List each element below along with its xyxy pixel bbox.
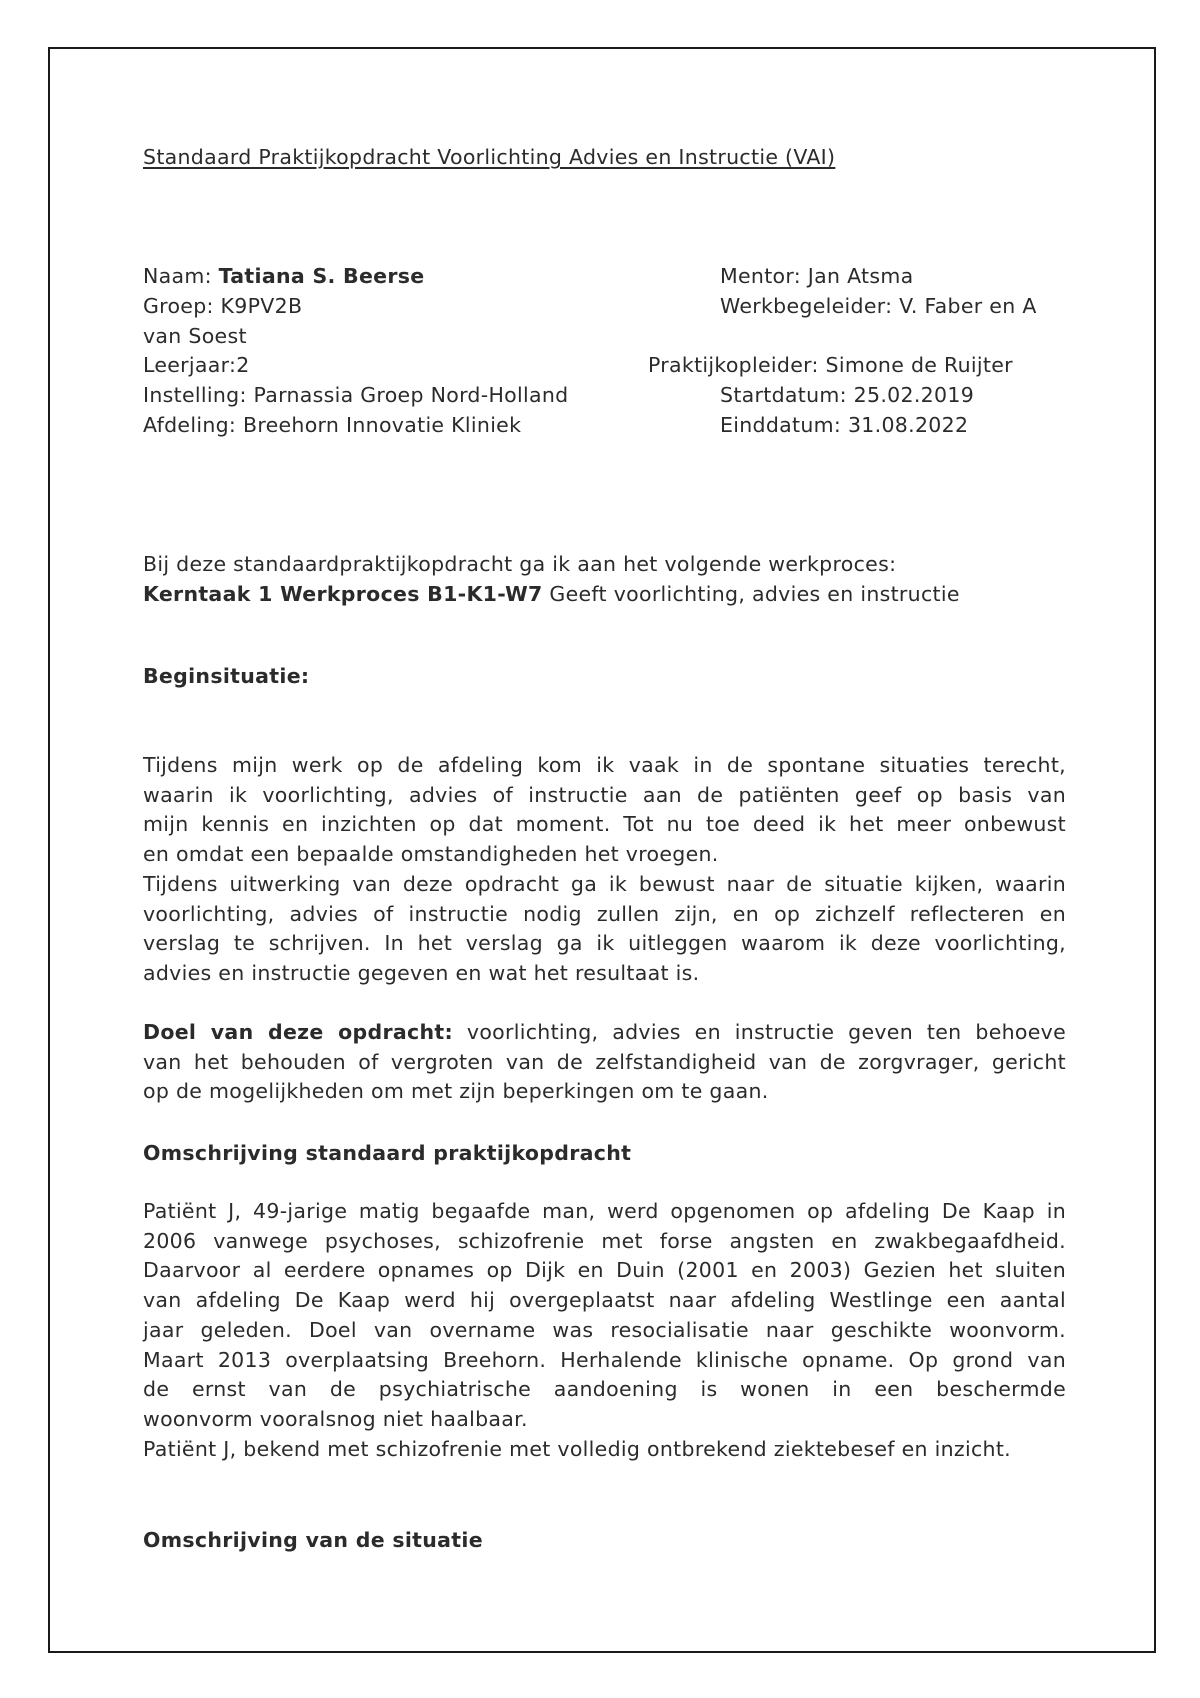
- opdracht-line: Daarvoor al eerdere opnames op Dijk en Duin (2001 en 2003) Gezien het sluiten: [143, 1258, 1066, 1283]
- opdracht-line: jaar geleden. Doel van overname was resocialisatie naar geschikte woonvorm.: [143, 1317, 1066, 1342]
- omschrijving-opdracht-heading: Omschrijving standaard praktijkopdracht: [143, 1141, 632, 1165]
- werkbegeleider-continuation: van Soest: [143, 324, 247, 348]
- omschrijving-opdracht-paragraph: [143, 1197, 1066, 1464]
- document-title: Standaard Praktijkopdracht Voorlichting Advies en Instructie (VAI): [143, 145, 836, 169]
- naam-label: Naam:: [143, 264, 219, 288]
- doel-line: van het behouden of vergroten van de zelfstandigheid van de zorgvrager, gericht: [143, 1049, 1066, 1074]
- opdracht-line: de ernst van de psychiatrische aandoening is wonen in een beschermde: [143, 1377, 1066, 1402]
- doel-paragraph: [143, 1018, 1066, 1107]
- naam-line: [143, 261, 425, 291]
- doel-label: Doel van deze opdracht:: [143, 1020, 453, 1044]
- opdracht-line: Maart 2013 overplaatsing Breehorn. Herhalende klinische opname. Op grond van: [143, 1347, 1066, 1372]
- beginsituatie-line: Tijdens uitwerking van deze opdracht ga ik bewust naar de situatie kijken, waarin: [143, 871, 1066, 896]
- opdracht-line: woonvorm vooralsnog niet haalbaar.: [143, 1406, 528, 1431]
- praktijkopleider-line: Praktijkopleider: Simone de Ruijter: [648, 353, 1013, 377]
- beginsituatie-paragraph: [143, 751, 1066, 989]
- instelling-line: Instelling: Parnassia Groep Nord-Holland: [143, 383, 569, 407]
- groep-line: Groep: K9PV2B: [143, 294, 303, 318]
- opdracht-line: 2006 vanwege psychoses, schizofrenie met forse angsten en zwakbegaafdheid.: [143, 1228, 1066, 1253]
- werkbegeleider-line: Werkbegeleider: V. Faber en A: [720, 294, 1037, 318]
- naam-value: Tatiana S. Beerse: [218, 264, 425, 288]
- opdracht-line: van afdeling De Kaap werd hij overgeplaatst naar afdeling Westlinge een aantal: [143, 1288, 1066, 1313]
- doel-line: [143, 1018, 1066, 1048]
- doel-text: voorlichting, advies en instructie geven ten behoeve: [452, 1020, 1066, 1044]
- opdracht-line: Patiënt J, bekend met schizofrenie met volledig ontbrekend ziektebesef en inzicht.: [143, 1436, 1012, 1461]
- einddatum-line: Einddatum: 31.08.2022: [720, 413, 969, 437]
- mentor-line: Mentor: Jan Atsma: [720, 264, 914, 288]
- startdatum-line: Startdatum: 25.02.2019: [720, 383, 975, 407]
- beginsituatie-line: en omdat een bepaalde omstandigheden het vroegen.: [143, 842, 719, 867]
- beginsituatie-line: waarin ik voorlichting, advies of instructie aan de patiënten geef op basis van: [143, 782, 1066, 807]
- werkproces-line: [143, 579, 960, 609]
- werkproces-rest: Geeft voorlichting, advies en instructie: [542, 582, 960, 606]
- werkproces-intro: Bij deze standaardpraktijkopdracht ga ik aan het volgende werkproces:: [143, 552, 897, 576]
- opdracht-line: Patiënt J, 49-jarige matig begaafde man, werd opgenomen op afdeling De Kaap in: [143, 1199, 1066, 1223]
- beginsituatie-line: advies en instructie gegeven en wat het resultaat is.: [143, 960, 700, 985]
- beginsituatie-line: voorlichting, advies of instructie nodig zullen zijn, en op zichzelf reflecteren en: [143, 901, 1066, 926]
- doel-line: op de mogelijkheden om met zijn beperkingen om te gaan.: [143, 1079, 769, 1104]
- afdeling-line: Afdeling: Breehorn Innovatie Kliniek: [143, 413, 522, 437]
- leerjaar-line: Leerjaar:2: [143, 353, 250, 377]
- beginsituatie-line: verslag te schrijven. In het verslag ga ik uitleggen waarom ik deze voorlichting,: [143, 931, 1066, 956]
- omschrijving-situatie-heading: Omschrijving van de situatie: [143, 1528, 483, 1552]
- beginsituatie-heading: Beginsituatie:: [143, 664, 310, 688]
- beginsituatie-line: mijn kennis en inzichten op dat moment. Tot nu toe deed ik het meer onbewust: [143, 812, 1066, 837]
- beginsituatie-line: Tijdens mijn werk op de afdeling kom ik vaak in de spontane situaties terecht,: [143, 753, 1066, 777]
- werkproces-bold: Kerntaak 1 Werkproces B1-K1-W7: [143, 582, 543, 606]
